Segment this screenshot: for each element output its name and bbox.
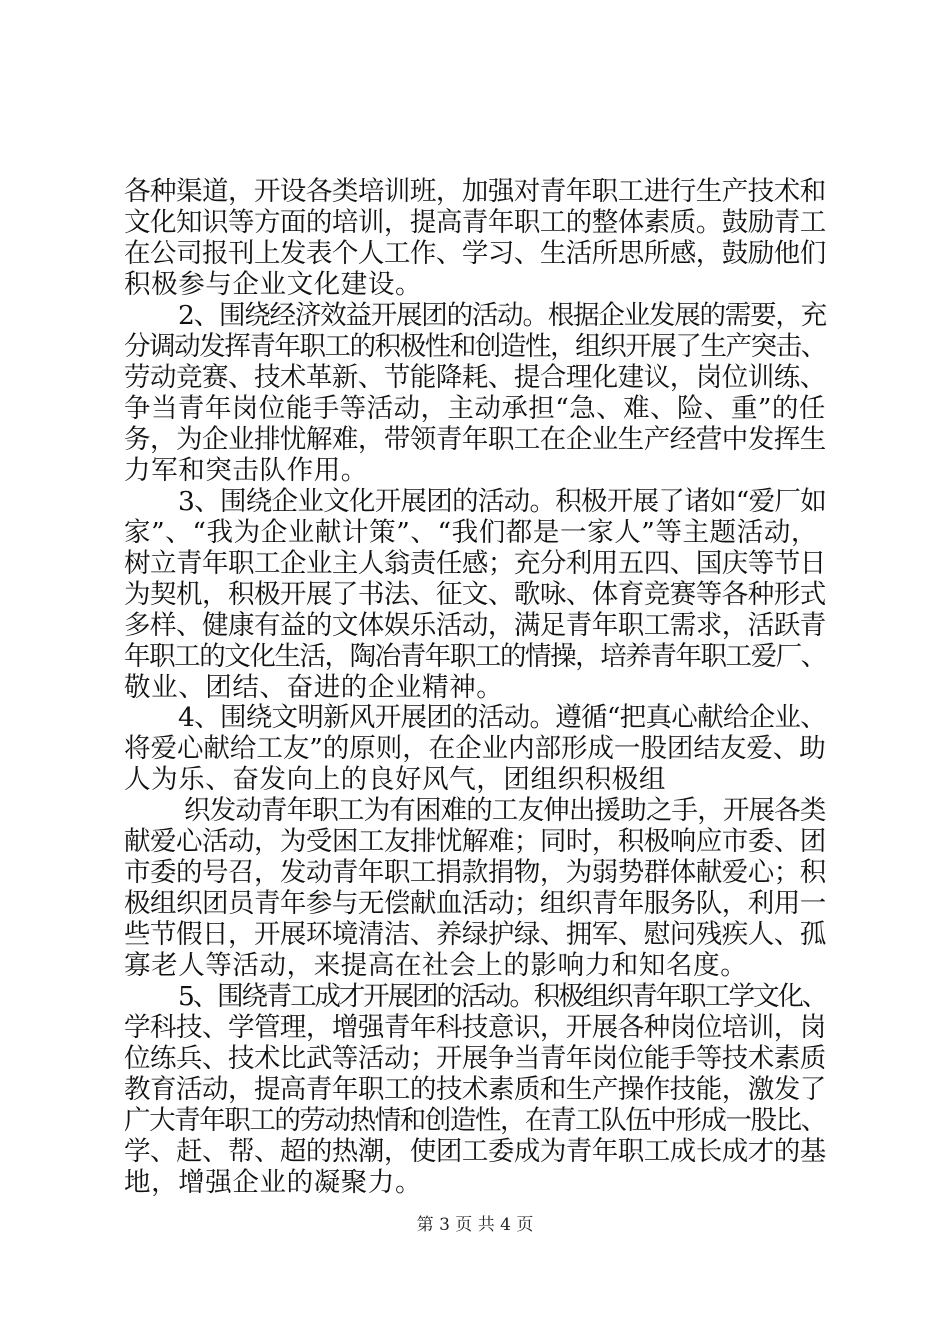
text-line: 争当青年岗位能手等活动，主动承担“急、难、险、重”的任 [124,392,826,424]
page-number-footer: 第 3 页 共 4 页 [416,1215,534,1235]
text-line: 劳动竞赛、技术革新、节能降耗、提合理化建议，岗位训练、 [124,361,826,393]
text-line: 学科技、学管理，增强青年科技意识，开展各种岗位培训，岗 [124,1012,826,1044]
text-line: 市委的号召，发动青年职工捐款捐物，为弱势群体献爱心；积 [124,857,826,889]
paragraph-start-line: 5、围绕青工成才开展团的活动。积极组织青年职工学文化、 [178,981,827,1013]
paragraph-start-line: 3、围绕企业文化开展团的活动。积极开展了诸如“爱厂如 [178,485,827,517]
text-line: 务，为企业排忧解难，带领青年职工在企业生产经营中发挥生 [124,423,826,455]
text-line: 力军和突击队作用。 [124,454,368,486]
text-line: 各种渠道，开设各类培训班，加强对青年职工进行生产技术和 [124,176,826,207]
text-line: 献爱心活动，为受困工友排忧解难；同时，积极响应市委、团 [124,826,826,858]
text-line: 人为乐、奋发向上的良好风气，团组织积极组 [124,764,666,796]
text-line: 为契机，积极开展了书法、征文、歌咏、体育竞赛等各种形式 [124,578,826,610]
paragraph-start-line: 2、围绕经济效益开展团的活动。根据企业发展的需要，充 [178,299,826,331]
paragraph-start-line: 4、围绕文明新风开展团的活动。遵循“把真心献给企业、 [178,702,827,734]
text-line: 地，增强企业的凝聚力。 [124,1167,423,1198]
paragraph-start-line: 织发动青年职工为有困难的工友伸出援助之手，开展各类 [184,795,826,827]
text-line: 多样、健康有益的文体娱乐活动，满足青年职工需求，活跃青 [124,609,826,641]
text-line: 树立青年职工企业主人翁责任感；充分利用五四、国庆等节日 [124,547,826,579]
text-line: 敬业、团结、奋进的企业精神。 [124,671,504,703]
text-line: 教育活动，提高青年职工的技术素质和生产操作技能，激发了 [124,1074,826,1106]
text-line: 极组织团员青年参与无偿献血活动；组织青年服务队，利用一 [124,888,826,920]
text-line: 分调动发挥青年职工的积极性和创造性，组织开展了生产突击、 [124,330,826,362]
text-line: 广大青年职工的劳动热情和创造性，在青工队伍中形成一股比、 [124,1105,826,1137]
text-line: 些节假日，开展环境清洁、养绿护绿、拥军、慰问残疾人、孤 [124,919,826,951]
text-line: 学、赶、帮、超的热潮，使团工委成为青年职工成长成才的基 [124,1136,826,1168]
text-line: 积极参与企业文化建设。 [124,268,423,300]
text-line: 将爱心献给工友”的原则，在企业内部形成一股团结友爱、助 [124,733,826,765]
text-line: 年职工的文化生活，陶冶青年职工的情操，培养青年职工爱厂、 [124,640,826,672]
text-line: 寡老人等活动，来提高在社会上的影响力和知名度。 [124,950,748,982]
text-line: 文化知识等方面的培训，提高青年职工的整体素质。鼓励青工 [124,206,826,238]
text-line: 位练兵、技术比武等活动；开展争当青年岗位能手等技术素质 [124,1043,826,1075]
text-line: 在公司报刊上发表个人工作、学习、生活所思所感，鼓励他们 [124,237,826,269]
text-line: 家”、“我为企业献计策”、“我们都是一家人”等主题活动， [124,516,819,548]
